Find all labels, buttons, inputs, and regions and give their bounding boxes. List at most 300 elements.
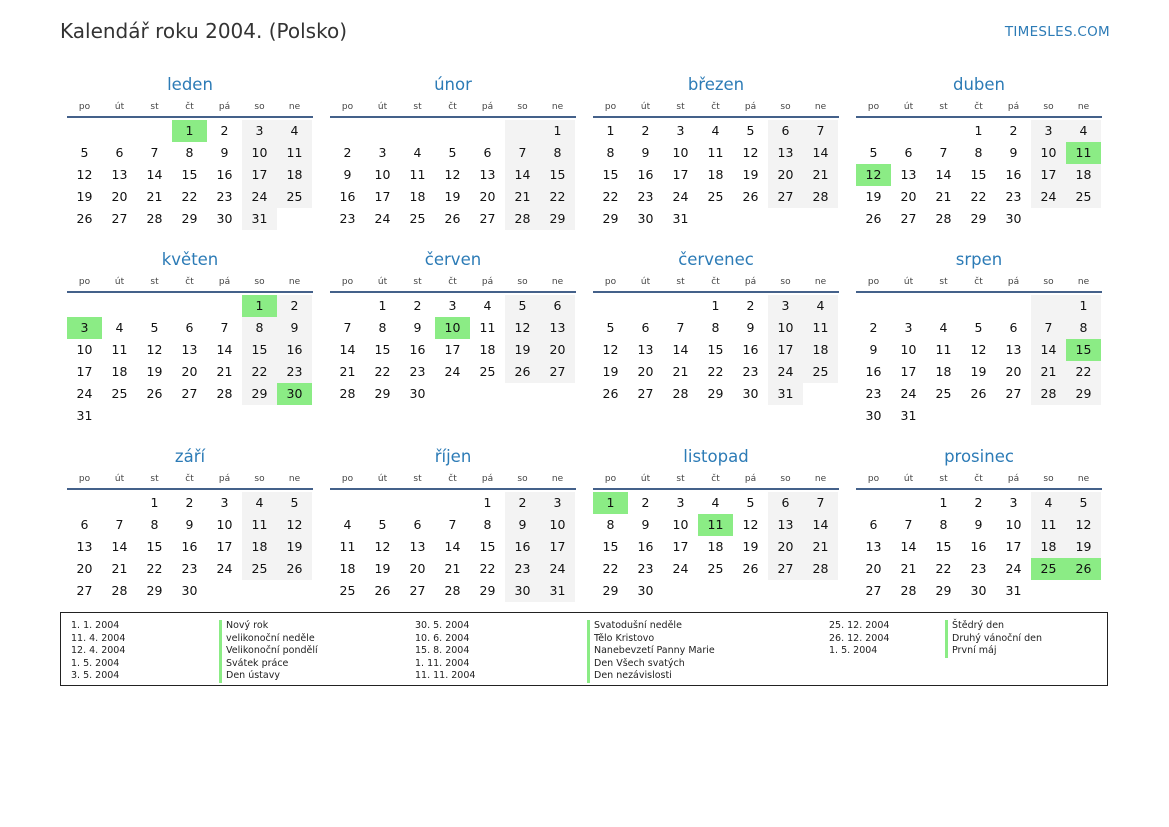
day-cell: 20 — [181, 364, 198, 379]
month-name: únor — [434, 75, 472, 94]
legend-holiday-name: Nový rok — [219, 620, 318, 633]
month-4 — [67, 247, 313, 422]
day-cell: 27 — [768, 186, 803, 208]
day-cell: 15 — [181, 167, 198, 182]
legend-holiday-name: Den ústavy — [219, 670, 318, 683]
day-cell: 7 — [904, 517, 913, 532]
holiday-day: 11 — [698, 514, 733, 536]
day-cell: 26 — [444, 211, 461, 226]
weekday-label: čt — [185, 277, 194, 287]
day-cell: 18 — [1066, 164, 1101, 186]
day-cell: 24 — [672, 561, 689, 576]
day-cell: 9 — [641, 145, 650, 160]
day-cell: 7 — [505, 142, 540, 164]
weekday-header — [330, 98, 576, 118]
weekday-header — [67, 98, 313, 118]
weekday-label: st — [413, 102, 422, 112]
day-cell: 18 — [339, 561, 356, 576]
day-cell: 8 — [540, 142, 575, 164]
day-cell: 3 — [540, 492, 575, 514]
legend-date: 25. 12. 2004 — [829, 620, 890, 631]
day-cell: 25 — [935, 386, 952, 401]
weekday-label: pá — [481, 102, 494, 112]
day-cell: 8 — [1066, 317, 1101, 339]
empty-cell — [365, 120, 400, 142]
day-cell: 6 — [768, 120, 803, 142]
month-8 — [67, 444, 313, 619]
day-cell: 13 — [479, 167, 496, 182]
day-cell: 25 — [409, 211, 426, 226]
weekday-label: po — [78, 277, 91, 287]
day-cell: 24 — [672, 189, 689, 204]
day-cell: 2 — [413, 298, 422, 313]
legend-names-col-3 — [945, 620, 1042, 658]
weekday-header — [67, 273, 313, 293]
day-cell: 28 — [1031, 383, 1066, 405]
day-cell: 1 — [711, 298, 720, 313]
day-cell: 26 — [505, 361, 540, 383]
weekday-header — [856, 470, 1102, 490]
day-cell: 31 — [672, 211, 689, 226]
day-cell: 14 — [803, 514, 838, 536]
day-cell: 9 — [746, 320, 755, 335]
day-cell: 13 — [181, 342, 198, 357]
months-grid — [67, 72, 1102, 644]
day-cell: 24 — [444, 364, 461, 379]
month-name: duben — [952, 75, 1005, 94]
day-cell: 23 — [181, 561, 198, 576]
day-cell: 16 — [505, 536, 540, 558]
legend-date: 1. 11. 2004 — [415, 657, 470, 669]
day-cell: 22 — [181, 189, 198, 204]
day-cell: 19 — [742, 539, 759, 554]
legend-holiday-name: První máj — [945, 645, 1042, 658]
weekday-label: út — [640, 277, 651, 287]
day-cell: 26 — [602, 386, 619, 401]
day-cell: 17 — [900, 364, 917, 379]
day-cell: 27 — [768, 558, 803, 580]
day-cell: 9 — [277, 317, 312, 339]
weekday-label: pá — [744, 102, 757, 112]
weekday-label: pá — [1007, 474, 1020, 484]
day-cell: 16 — [339, 189, 356, 204]
empty-cell — [856, 492, 891, 514]
day-cell: 19 — [374, 561, 391, 576]
weekday-label: pá — [1007, 277, 1020, 287]
day-cell: 6 — [413, 517, 422, 532]
empty-cell — [172, 295, 207, 317]
weekday-label: pá — [218, 474, 231, 484]
day-cell: 9 — [220, 145, 229, 160]
day-cell: 17 — [672, 539, 689, 554]
day-cell: 8 — [242, 317, 277, 339]
empty-cell — [628, 295, 663, 317]
day-cell: 25 — [707, 189, 724, 204]
day-cell: 8 — [378, 320, 387, 335]
weekday-label: st — [150, 102, 159, 112]
day-cell: 11 — [339, 539, 356, 554]
empty-cell — [961, 295, 996, 317]
day-cell: 6 — [115, 145, 124, 160]
day-cell: 4 — [711, 495, 720, 510]
day-cell: 4 — [711, 123, 720, 138]
day-cell: 1 — [606, 123, 615, 138]
day-cell: 19 — [742, 167, 759, 182]
weekday-label: čt — [974, 277, 983, 287]
weekday-header — [856, 98, 1102, 118]
day-cell: 18 — [935, 364, 952, 379]
weekday-label: út — [114, 102, 125, 112]
day-cell: 11 — [111, 342, 128, 357]
day-cell: 14 — [900, 539, 917, 554]
day-cell: 30 — [1005, 211, 1022, 226]
day-cell: 30 — [505, 580, 540, 602]
weekday-label: út — [114, 474, 125, 484]
legend-holiday-name: Druhý vánoční den — [945, 633, 1042, 646]
day-cell: 10 — [672, 145, 689, 160]
day-cell: 4 — [343, 517, 352, 532]
weekday-header — [856, 273, 1102, 293]
day-cell: 24 — [768, 361, 803, 383]
weekday-label: ne — [551, 277, 564, 287]
day-cell: 30 — [216, 211, 233, 226]
day-grid — [593, 120, 839, 230]
weekday-label: st — [939, 102, 948, 112]
empty-cell — [207, 295, 242, 317]
day-cell: 2 — [974, 495, 983, 510]
day-cell: 1 — [150, 495, 159, 510]
day-cell: 17 — [672, 167, 689, 182]
day-cell: 22 — [935, 561, 952, 576]
legend-dates-col-1 — [71, 620, 125, 683]
day-cell: 24 — [540, 558, 575, 580]
empty-cell — [330, 295, 365, 317]
day-cell: 12 — [505, 317, 540, 339]
legend-date: 10. 6. 2004 — [415, 632, 470, 644]
day-cell: 4 — [939, 320, 948, 335]
empty-cell — [435, 492, 470, 514]
empty-cell — [400, 120, 435, 142]
day-cell: 25 — [803, 361, 838, 383]
empty-cell — [67, 295, 102, 317]
day-cell: 25 — [242, 558, 277, 580]
day-cell: 1 — [939, 495, 948, 510]
day-cell: 26 — [742, 189, 759, 204]
weekday-header — [593, 98, 839, 118]
legend-date: 30. 5. 2004 — [415, 620, 470, 631]
day-cell: 25 — [1066, 186, 1101, 208]
day-cell: 21 — [803, 536, 838, 558]
day-cell: 26 — [865, 211, 882, 226]
empty-cell — [856, 120, 891, 142]
day-cell: 4 — [277, 120, 312, 142]
weekday-label: čt — [711, 277, 720, 287]
month-name: srpen — [955, 250, 1003, 269]
day-cell: 17 — [374, 189, 391, 204]
month-2 — [593, 72, 839, 247]
weekday-label: ne — [1077, 102, 1090, 112]
weekday-label: pá — [481, 474, 494, 484]
day-cell: 29 — [181, 211, 198, 226]
weekday-label: ne — [551, 474, 564, 484]
weekday-label: so — [1043, 277, 1054, 287]
legend-names-col-1 — [219, 620, 318, 683]
day-cell: 29 — [1066, 383, 1101, 405]
day-cell: 26 — [742, 561, 759, 576]
day-cell: 16 — [1005, 167, 1022, 182]
day-cell: 6 — [1009, 320, 1018, 335]
day-cell: 12 — [742, 517, 759, 532]
day-cell: 27 — [900, 211, 917, 226]
holiday-day: 15 — [1066, 339, 1101, 361]
day-cell: 4 — [115, 320, 124, 335]
empty-cell — [891, 492, 926, 514]
day-cell: 13 — [768, 514, 803, 536]
day-cell: 18 — [242, 536, 277, 558]
day-cell: 6 — [869, 517, 878, 532]
day-cell: 29 — [540, 208, 575, 230]
day-cell: 23 — [637, 189, 654, 204]
weekday-label: st — [939, 474, 948, 484]
day-cell: 9 — [869, 342, 878, 357]
day-cell: 31 — [768, 383, 803, 405]
weekday-label: so — [254, 102, 265, 112]
weekday-header — [330, 470, 576, 490]
day-cell: 15 — [602, 539, 619, 554]
day-cell: 30 — [865, 408, 882, 423]
month-6 — [593, 247, 839, 422]
day-cell: 28 — [935, 211, 952, 226]
day-cell: 20 — [637, 364, 654, 379]
month-name: březen — [687, 75, 745, 94]
day-cell: 13 — [540, 317, 575, 339]
weekday-label: út — [903, 102, 914, 112]
day-cell: 18 — [111, 364, 128, 379]
day-cell: 3 — [448, 298, 457, 313]
legend-date: 15. 8. 2004 — [415, 645, 470, 657]
weekday-label: po — [341, 102, 354, 112]
day-cell: 7 — [1031, 317, 1066, 339]
day-cell: 31 — [900, 408, 917, 423]
day-cell: 21 — [216, 364, 233, 379]
weekday-label: po — [341, 277, 354, 287]
month-name: červen — [424, 250, 482, 269]
day-cell: 24 — [242, 186, 277, 208]
day-cell: 6 — [80, 517, 89, 532]
day-cell: 28 — [803, 558, 838, 580]
day-cell: 20 — [865, 561, 882, 576]
month-5 — [330, 247, 576, 422]
day-cell: 13 — [111, 167, 128, 182]
day-cell: 25 — [277, 186, 312, 208]
day-cell: 8 — [606, 145, 615, 160]
day-cell: 13 — [409, 539, 426, 554]
day-cell: 5 — [80, 145, 89, 160]
weekday-label: pá — [744, 277, 757, 287]
day-cell: 24 — [76, 386, 93, 401]
legend-date: 12. 4. 2004 — [71, 645, 126, 657]
day-cell: 3 — [378, 145, 387, 160]
day-cell: 9 — [505, 514, 540, 536]
day-cell: 29 — [602, 211, 619, 226]
day-cell: 18 — [803, 339, 838, 361]
legend-dates-col-3 — [829, 620, 889, 658]
weekday-label: čt — [448, 474, 457, 484]
empty-cell — [137, 295, 172, 317]
day-cell: 30 — [742, 386, 759, 401]
day-cell: 10 — [900, 342, 917, 357]
weekday-label: út — [640, 474, 651, 484]
day-cell: 29 — [374, 386, 391, 401]
weekday-label: po — [604, 277, 617, 287]
day-cell: 11 — [935, 342, 952, 357]
month-9 — [330, 444, 576, 619]
weekday-label: út — [114, 277, 125, 287]
month-name: květen — [161, 250, 219, 269]
day-cell: 23 — [409, 364, 426, 379]
weekday-label: út — [377, 474, 388, 484]
empty-cell — [996, 295, 1031, 317]
day-cell: 10 — [242, 142, 277, 164]
empty-cell — [102, 295, 137, 317]
day-cell: 28 — [444, 583, 461, 598]
day-cell: 22 — [602, 561, 619, 576]
site-link[interactable]: TIMESLES.COM — [1004, 24, 1110, 40]
weekday-label: po — [604, 102, 617, 112]
day-cell: 10 — [768, 317, 803, 339]
legend-holiday-name: Nanebevzetí Panny Marie — [587, 645, 715, 658]
day-cell: 20 — [409, 561, 426, 576]
holiday-day: 10 — [435, 317, 470, 339]
weekday-label: po — [604, 474, 617, 484]
day-cell: 22 — [242, 361, 277, 383]
day-cell: 4 — [242, 492, 277, 514]
day-cell: 5 — [869, 145, 878, 160]
day-cell: 4 — [413, 145, 422, 160]
day-cell: 7 — [676, 320, 685, 335]
weekday-label: so — [517, 102, 528, 112]
day-cell: 23 — [970, 561, 987, 576]
day-cell: 21 — [672, 364, 689, 379]
weekday-label: po — [867, 474, 880, 484]
holiday-day: 30 — [277, 383, 312, 405]
weekday-label: st — [676, 277, 685, 287]
day-cell: 26 — [970, 386, 987, 401]
day-cell: 19 — [865, 189, 882, 204]
day-cell: 31 — [1005, 583, 1022, 598]
day-cell: 31 — [242, 208, 277, 230]
day-cell: 3 — [1031, 120, 1066, 142]
weekday-label: pá — [744, 474, 757, 484]
weekday-label: út — [903, 474, 914, 484]
day-cell: 16 — [277, 339, 312, 361]
weekday-label: pá — [218, 102, 231, 112]
empty-cell — [435, 120, 470, 142]
legend-names-col-2 — [587, 620, 715, 683]
day-cell: 23 — [637, 561, 654, 576]
day-cell: 21 — [803, 164, 838, 186]
holiday-day: 3 — [67, 317, 102, 339]
day-cell: 28 — [803, 186, 838, 208]
weekday-label: po — [78, 102, 91, 112]
day-cell: 5 — [150, 320, 159, 335]
day-cell: 6 — [641, 320, 650, 335]
day-cell: 21 — [146, 189, 163, 204]
day-grid — [593, 295, 839, 405]
day-cell: 31 — [76, 408, 93, 423]
day-cell: 16 — [865, 364, 882, 379]
day-cell: 13 — [768, 142, 803, 164]
day-cell: 30 — [181, 583, 198, 598]
empty-cell — [67, 120, 102, 142]
holiday-day: 11 — [1066, 142, 1101, 164]
day-cell: 10 — [672, 517, 689, 532]
day-cell: 4 — [483, 298, 492, 313]
day-cell: 12 — [970, 342, 987, 357]
day-cell: 2 — [185, 495, 194, 510]
empty-cell — [1031, 295, 1066, 317]
day-cell: 8 — [185, 145, 194, 160]
day-cell: 27 — [181, 386, 198, 401]
day-cell: 11 — [707, 145, 724, 160]
holiday-day: 25 — [1031, 558, 1066, 580]
day-cell: 25 — [111, 386, 128, 401]
day-cell: 23 — [505, 558, 540, 580]
day-cell: 20 — [111, 189, 128, 204]
empty-cell — [400, 492, 435, 514]
day-cell: 15 — [146, 539, 163, 554]
month-name: červenec — [678, 250, 754, 269]
day-cell: 21 — [444, 561, 461, 576]
weekday-label: ne — [814, 277, 827, 287]
weekday-label: so — [1043, 474, 1054, 484]
weekday-label: ne — [1077, 277, 1090, 287]
day-cell: 5 — [746, 495, 755, 510]
weekday-label: pá — [1007, 102, 1020, 112]
weekday-label: so — [254, 474, 265, 484]
day-cell: 9 — [1009, 145, 1018, 160]
month-name: prosinec — [944, 447, 1014, 466]
weekday-label: ne — [551, 102, 564, 112]
day-cell: 21 — [505, 186, 540, 208]
legend-holiday-name: Tělo Kristovo — [587, 633, 715, 646]
day-cell: 16 — [742, 342, 759, 357]
day-cell: 18 — [707, 539, 724, 554]
weekday-label: ne — [814, 102, 827, 112]
day-cell: 2 — [343, 145, 352, 160]
day-cell: 19 — [76, 189, 93, 204]
day-cell: 26 — [146, 386, 163, 401]
day-cell: 6 — [483, 145, 492, 160]
day-cell: 23 — [1005, 189, 1022, 204]
weekday-label: st — [413, 474, 422, 484]
day-cell: 17 — [242, 164, 277, 186]
day-cell: 2 — [220, 123, 229, 138]
day-cell: 28 — [111, 583, 128, 598]
day-cell: 14 — [216, 342, 233, 357]
day-cell: 11 — [803, 317, 838, 339]
day-grid — [67, 295, 313, 427]
legend-date: 11. 4. 2004 — [71, 632, 126, 644]
weekday-label: st — [676, 102, 685, 112]
day-cell: 3 — [904, 320, 913, 335]
day-cell: 5 — [974, 320, 983, 335]
legend-holiday-name: Štědrý den — [945, 620, 1042, 633]
day-cell: 15 — [602, 167, 619, 182]
day-cell: 29 — [602, 583, 619, 598]
day-cell: 22 — [374, 364, 391, 379]
day-cell: 15 — [970, 167, 987, 182]
